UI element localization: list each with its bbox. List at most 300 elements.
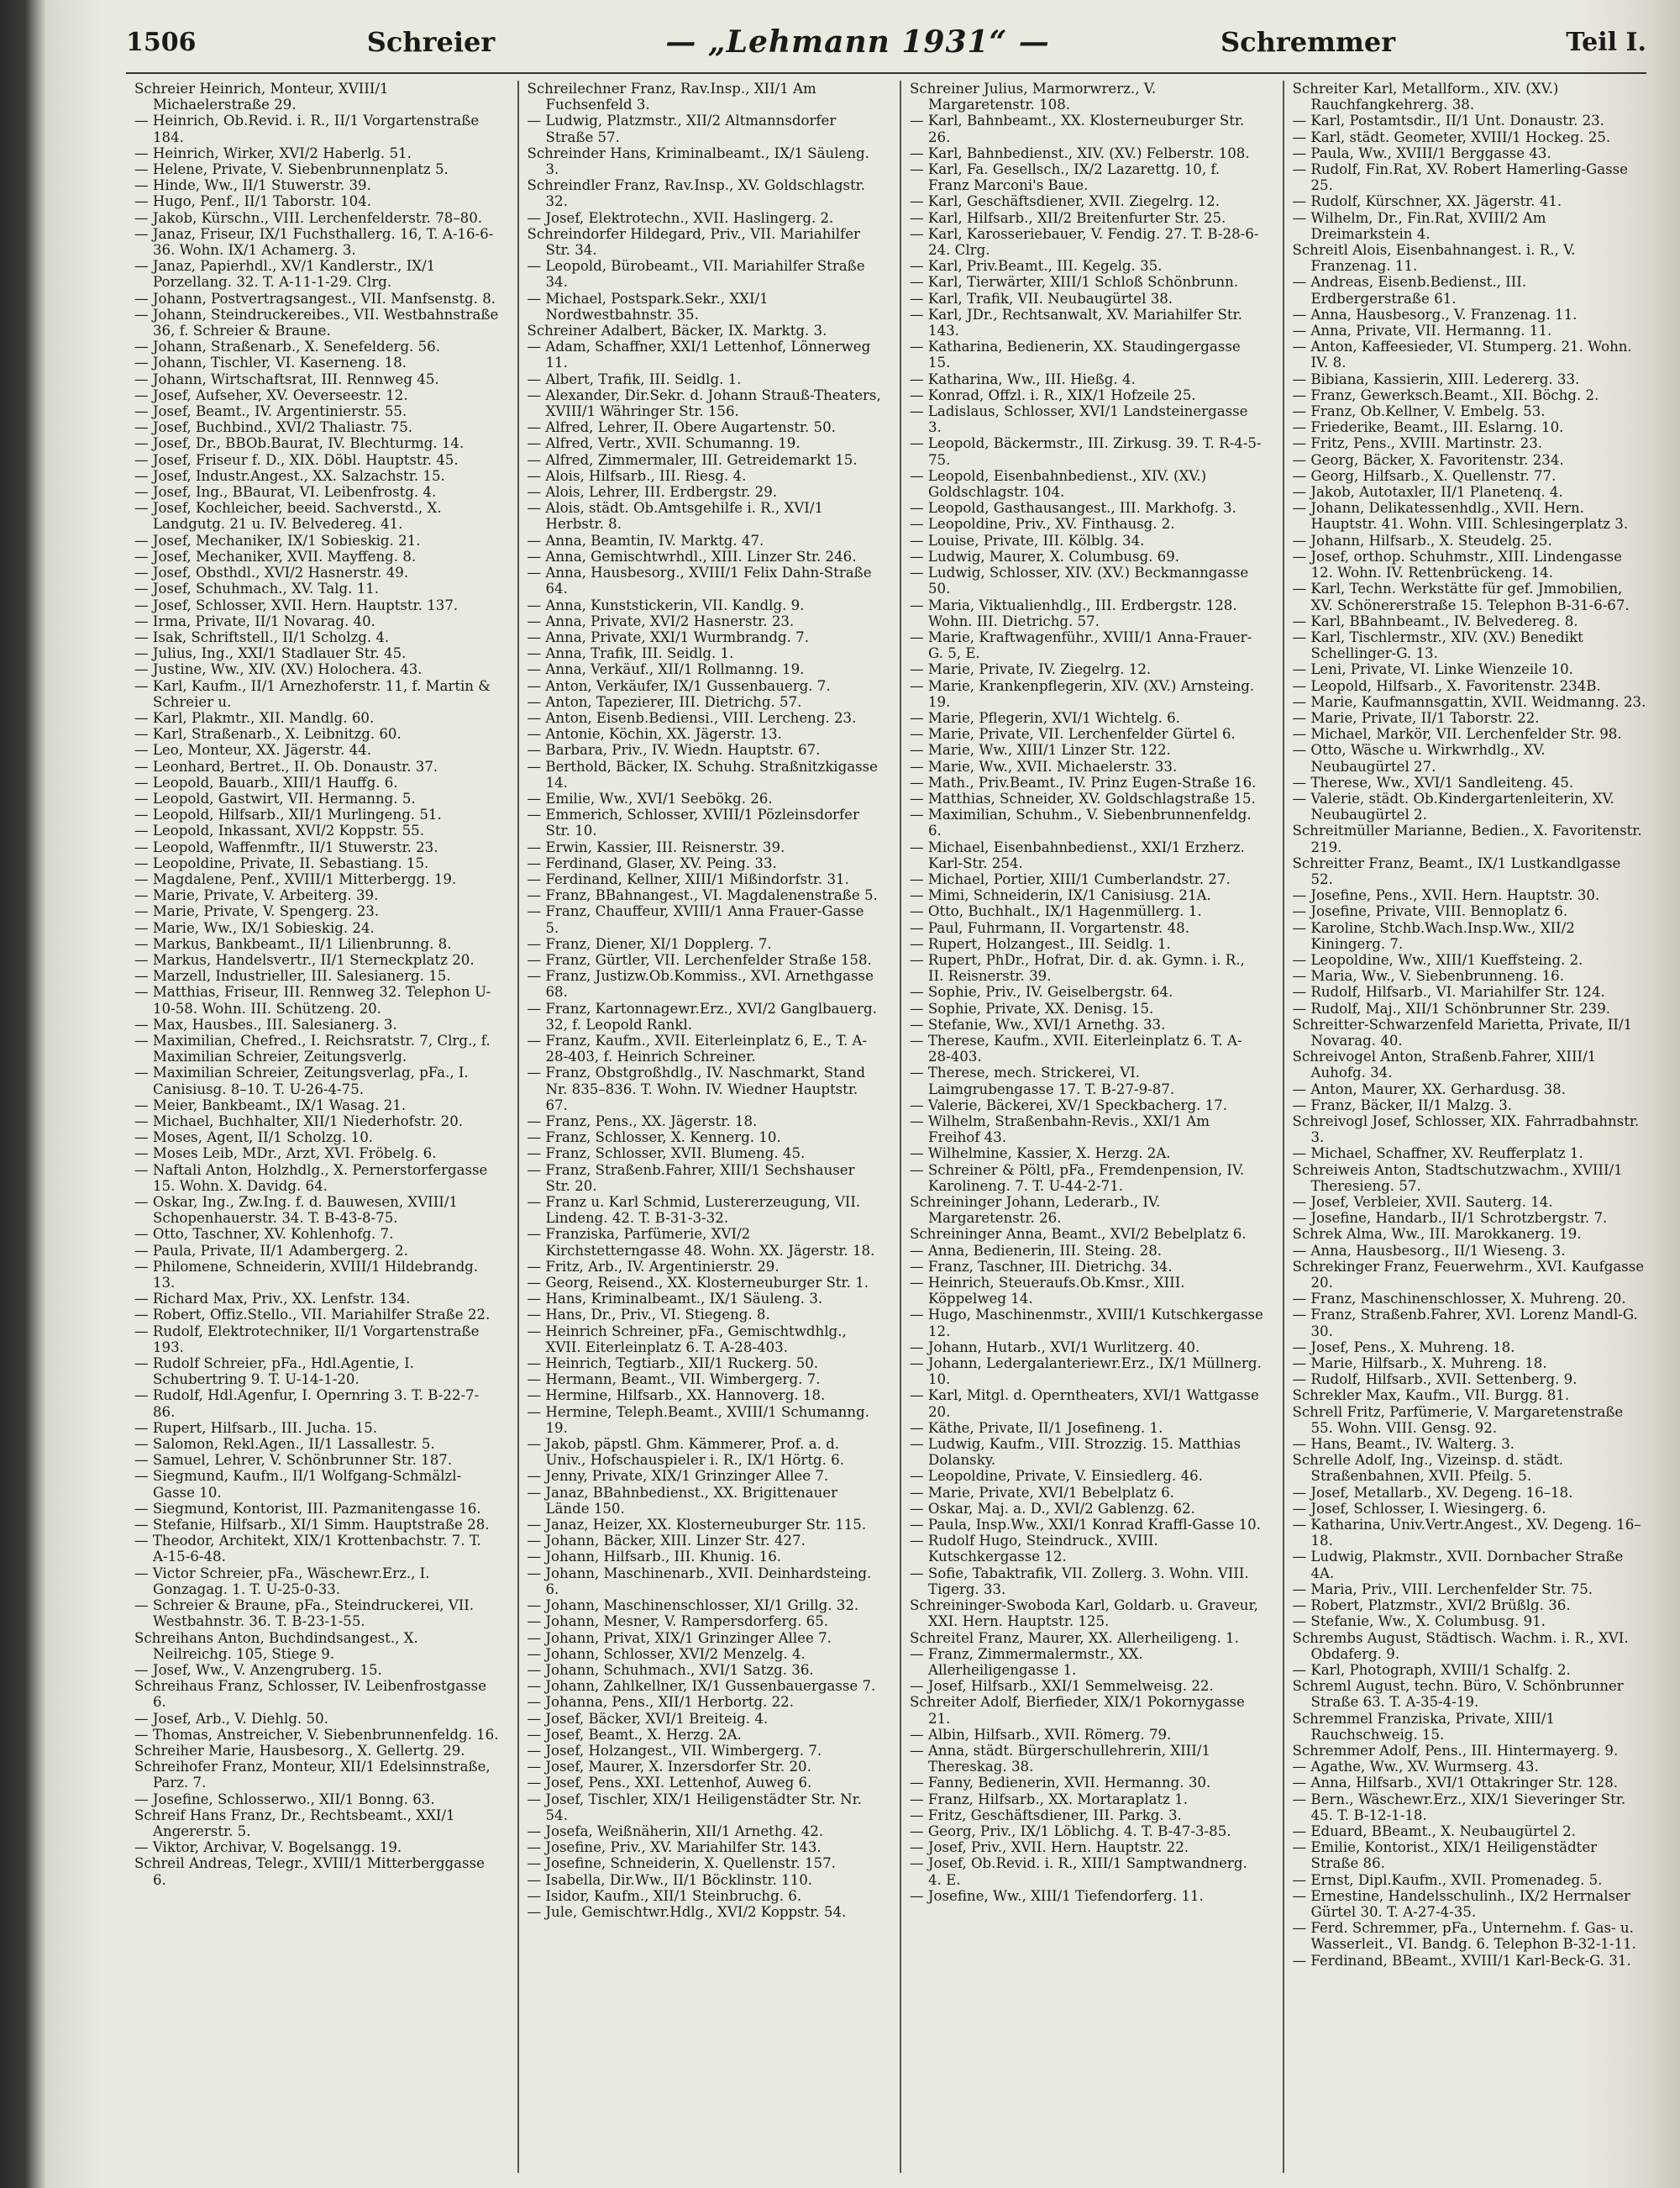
- directory-entry: Schreier Heinrich, Monteur, XVIII/1 Michaelerstraße 29.: [134, 81, 389, 113]
- directory-entry: — Franz u. Karl Schmid, Lustererzeugung, VII. Lindeng. 42. T. B-31-3-32.: [527, 1194, 861, 1227]
- directory-entry: — Janaz, Papierhdl., XV/1 Kandlerstr., IX/1 Porzellang. 32. T. A-11-1-29. Clrg.: [134, 258, 436, 291]
- directory-entry: — Karl, Fa. Gesellsch., IX/2 Lazarettg. 10, f. Franz Marconi's Baue.: [910, 161, 1221, 194]
- directory-entry: — Antonie, Köchin, XX. Jägerstr. 13.: [527, 726, 782, 743]
- directory-entry: — Leopold, Bauarb., XIII/1 Hauffg. 6.: [134, 774, 398, 791]
- directory-entry: Schreininger Anna, Beamt., XVI/2 Bebelplatz 6.: [910, 1226, 1247, 1243]
- directory-entry: Schrek Alma, Ww., III. Marokkanerg. 19.: [1292, 1226, 1582, 1243]
- directory-entry: — Emmerich, Schlosser, XVIII/1 Pözleinsdorfer Str. 10.: [527, 807, 859, 839]
- directory-entry: — Rudolf Schreier, pFa., Hdl.Agentie, I. Schubertring 9. T. U-14-1-20.: [134, 1355, 414, 1388]
- directory-entry: — Helene, Private, V. Siebenbrunnenplatz 5.: [134, 161, 449, 178]
- directory-entry: — Schreier & Braune, pFa., Steindruckerei, VII. Westbahnstr. 36. T. B-23-1-55.: [134, 1597, 475, 1630]
- directory-entry: — Karl, Photograph, XVIII/1 Schalfg. 2.: [1292, 1661, 1571, 1678]
- directory-entry: — Anna, Gemischtwrhdl., XIII. Linzer Str. 246.: [527, 548, 857, 565]
- directory-entry: — Anna, Verkäuf., XII/1 Rollmanng. 19.: [527, 661, 805, 678]
- directory-entry: — Franz, Straßenb.Fahrer, XVI. Lorenz Mandl-G. 30.: [1292, 1307, 1638, 1339]
- directory-entry: — Rudolf, Hilfsarb., VI. Mariahilfer Str. 124.: [1292, 984, 1605, 1001]
- directory-entry: — Karl, JDr., Rechtsanwalt, XV. Mariahilfer Str. 143.: [910, 306, 1242, 339]
- directory-entry: Schreif Hans Franz, Dr., Rechtsbeamt., XXI/1 Angererstr. 5.: [134, 1807, 455, 1839]
- directory-entry: — Paula, Ww., XVIII/1 Berggasse 43.: [1292, 145, 1551, 161]
- column-2: [517, 81, 882, 2173]
- directory-entry: — Josef, Schuhmach., XV. Talg. 11.: [134, 581, 380, 597]
- directory-entry: — Rudolf, Kürschner, XX. Jägerstr. 41.: [1292, 193, 1562, 210]
- directory-entry: — Jule, Gemischtwr.Hdlg., XVI/2 Koppstr. 54.: [527, 1903, 847, 1920]
- directory-entry: — Alois, städt. Ob.Amtsgehilfe i. R., XVI/1 Herbstr. 8.: [527, 500, 823, 533]
- directory-entry: — Johann, Straßenarb., X. Senefelderg. 56.: [134, 339, 441, 355]
- directory-entry: — Agathe, Ww., XV. Wurmserg. 43.: [1292, 1759, 1539, 1775]
- directory-entry: — Ludwig, Kaufm., VIII. Strozzig. 15. Matthias Dolansky.: [910, 1436, 1241, 1469]
- directory-entry: — Ernestine, Handelsschulinh., IX/2 Herrnalser Gürtel 30. T. A-27-4-35.: [1292, 1887, 1630, 1920]
- directory-entry: — Ludwig, Plakmstr., XVII. Dornbacher Straße 4A.: [1292, 1549, 1624, 1581]
- header-left-word: Schreier: [366, 26, 496, 58]
- directory-entry: — Ernst, Dipl.Kaufm., XVII. Promenadeg. 5.: [1292, 1871, 1603, 1888]
- directory-entry: — Berthold, Bäcker, IX. Schuhg. Straßnitzkigasse 14.: [527, 758, 878, 791]
- directory-entry: Schreininger-Swoboda Karl, Goldarb. u. Graveur, XXI. Hern. Hauptstr. 125.: [910, 1597, 1258, 1630]
- directory-entry: Schremmer Adolf, Pens., III. Hintermayerg. 9.: [1292, 1742, 1619, 1759]
- directory-entry: — Leopold, Bürobeamt., VII. Mariahilfer Straße 34.: [527, 258, 865, 291]
- header-right-word: Schremmer: [1221, 26, 1396, 58]
- directory-entry: — Janaz, Heizer, XX. Klosterneuburger Str. 115.: [527, 1517, 867, 1533]
- directory-entry: — Michael, Portier, XIII/1 Cumberlandstr. 27.: [910, 870, 1231, 887]
- directory-entry: — Math., Priv.Beamt., IV. Prinz Eugen-Straße 16.: [910, 774, 1257, 791]
- directory-entry: — Josef, Schlosser, XVII. Hern. Hauptstr. 137.: [134, 597, 459, 613]
- directory-entry: — Rudolf, Hdl.Agenfur, I. Opernring 3. T. B-22-7-86.: [134, 1387, 480, 1420]
- directory-entry: — Johann, Wirtschaftsrat, III. Rennweg 45.: [134, 371, 439, 387]
- directory-entry: — Ferdinand, Glaser, XV. Peing. 33.: [527, 855, 777, 871]
- directory-entry: — Johann, Delikatessenhdlg., XVII. Hern. Hauptstr. 41. Wohn. VIII. Schlesingerplatz 3.: [1292, 500, 1629, 533]
- page-number: 1506: [126, 27, 197, 57]
- directory-entry: — Johann, Bäcker, XIII. Linzer Str. 427.: [527, 1533, 806, 1549]
- directory-entry: Schreivogel Anton, Straßenb.Fahrer, XIII/1 Auhofg. 34.: [1292, 1049, 1597, 1081]
- directory-entry: — Marie, Ww., IX/1 Sobieskig. 24.: [134, 919, 375, 936]
- directory-entry: — Jenny, Private, XIX/1 Grinzinger Allee 7.: [527, 1468, 829, 1485]
- directory-entry: — Franz, Chauffeur, XVIII/1 Anna Frauer-Gasse 5.: [527, 903, 864, 936]
- directory-entry: — Karl, Bahnbedienst., XIV. (XV.) Felberstr. 108.: [910, 145, 1250, 161]
- directory-entry: — Theodor, Architekt, XIX/1 Krottenbachstr. 7. T. A-15-6-48.: [134, 1533, 481, 1565]
- directory-entry: — Josefine, Schneiderin, X. Quellenstr. 157.: [527, 1855, 836, 1872]
- header-rule: [126, 72, 1646, 74]
- directory-entry: — Leonhard, Bertret., II. Ob. Donaustr. 37.: [134, 758, 438, 775]
- directory-entry: — Paula, Insp.Ww., XXI/1 Konrad Kraffl-Gasse 10.: [910, 1517, 1261, 1533]
- directory-entry: — Hans, Beamt., IV. Walterg. 3.: [1292, 1436, 1515, 1453]
- directory-entry: — Fritz, Arb., IV. Argentinierstr. 29.: [527, 1258, 780, 1275]
- directory-entry: — Johann, Maschinenschlosser, XI/1 Grillg. 32.: [527, 1597, 859, 1614]
- directory-entry: Schreitel Franz, Maurer, XX. Allerheiligeng. 1.: [910, 1629, 1239, 1646]
- directory-entry: — Marie, Ww., XVII. Michaelerstr. 33.: [910, 758, 1178, 775]
- directory-entry: — Maria, Ww., V. Siebenbrunneng. 16.: [1292, 968, 1564, 985]
- directory-entry: — Josef, Mechaniker, IX/1 Sobieskig. 21.: [134, 532, 421, 549]
- directory-entry: — Käthe, Private, II/1 Josefineng. 1.: [910, 1419, 1163, 1436]
- directory-entry: — Julius, Ing., XXI/1 Stadlauer Str. 45.: [134, 645, 407, 662]
- directory-entry: — Otto, Buchhalt., IX/1 Hagenmüllerg. 1.: [910, 903, 1202, 920]
- directory-entry: — Rupert, Holzangest., III. Seidlg. 1.: [910, 935, 1171, 952]
- directory-entry: — Josef, Pens., XXI. Lettenhof, Auweg 6.: [527, 1775, 812, 1791]
- directory-entry: — Alois, Hilfsarb., III. Riesg. 4.: [527, 467, 747, 484]
- directory-entry: — Georg, Hilfsarb., X. Quellenstr. 77.: [1292, 467, 1557, 484]
- directory-entry: — Rupert, PhDr., Hofrat, Dir. d. ak. Gymn. i. R., II. Reisnerstr. 39.: [910, 951, 1245, 985]
- directory-entry: — Leopold, Eisenbahnbedienst., XIV. (XV.) Goldschlagstr. 104.: [910, 467, 1207, 501]
- directory-entry: — Josef, Beamt., X. Herzg. 2A.: [527, 1726, 742, 1743]
- directory-entry: — Georg, Bäcker, X. Favoritenstr. 234.: [1292, 451, 1564, 468]
- directory-entry: — Anna, Private, VII. Hermanng. 11.: [1292, 323, 1552, 339]
- directory-entry: — Rupert, Hilfsarb., III. Jucha. 15.: [134, 1419, 378, 1436]
- directory-entry: — Andreas, Eisenb.Bedienst., III. Erdbergerstraße 61.: [1292, 274, 1527, 307]
- directory-entry: — Isak, Schriftstell., II/1 Scholzg. 4.: [134, 629, 390, 645]
- directory-entry: — Josef, Aufseher, XV. Oeverseestr. 12.: [134, 387, 408, 403]
- directory-entry: — Anna, Trafik, III. Seidlg. 1.: [527, 645, 734, 662]
- directory-entry: — Valerie, Bäckerei, XV/1 Speckbacherg. 17.: [910, 1097, 1228, 1113]
- directory-entry: — Ferdinand, Kellner, XIII/1 Mißindorfstr. 31.: [527, 870, 849, 887]
- directory-entry: — Bern., Wäschewr.Erz., XIX/1 Sieveringer Str. 45. T. B-12-1-18.: [1292, 1791, 1626, 1823]
- directory-entry: — Moses Leib, MDr., Arzt, XVI. Fröbelg. 6.: [134, 1145, 437, 1162]
- directory-entry: — Anton, Kaffeesieder, VI. Stumperg. 21. Wohn. IV. 8.: [1292, 339, 1632, 371]
- directory-entry: — Franz, Schlosser, XVII. Blumeng. 45.: [527, 1145, 806, 1162]
- directory-entry: — Heinrich, Wirker, XVI/2 Haberlg. 51.: [134, 145, 412, 161]
- directory-entry: — Franz, Justizw.Ob.Kommiss., XVI. Arnethgasse 68.: [527, 968, 874, 1001]
- directory-entry: — Wilhelmine, Kassier, X. Herzg. 2A.: [910, 1145, 1171, 1162]
- directory-entry: — Hugo, Penf., II/1 Taborstr. 104.: [134, 193, 372, 210]
- directory-entry: — Josefine, Handarb., II/1 Schrotzbergstr. 7.: [1292, 1210, 1608, 1227]
- directory-entry: — Ludwig, Platzmstr., XII/2 Altmannsdorfer Straße 57.: [527, 113, 837, 145]
- directory-entry: — Josef, Mechaniker, XVII. Mayffeng. 8.: [134, 548, 417, 565]
- directory-entry: — Robert, Offiz.Stello., VII. Mariahilfer Straße 22.: [134, 1307, 491, 1323]
- directory-entry: — Anna, Beamtin, IV. Marktg. 47.: [527, 532, 764, 549]
- directory-entry: — Isabella, Dir.Ww., II/1 Böcklinstr. 110.: [527, 1871, 813, 1888]
- directory-entry: — Karl, Geschäftsdiener, XVII. Ziegelrg. 12.: [910, 193, 1221, 210]
- directory-entry: — Paul, Fuhrmann, II. Vorgartenstr. 48.: [910, 919, 1189, 936]
- directory-entry: Schreindler Franz, Rav.Insp., XV. Goldschlagstr. 32.: [527, 177, 866, 210]
- directory-entry: — Hinde, Ww., II/1 Stuwerstr. 39.: [134, 177, 371, 194]
- directory-entry: Schreinder Hans, Kriminalbeamt., IX/1 Säuleng. 3.: [527, 145, 869, 178]
- directory-entry: — Karoline, Stchb.Wach.Insp.Ww., XII/2 Kiningerg. 7.: [1292, 919, 1575, 952]
- column-4: [1283, 81, 1647, 2173]
- column-1: [134, 81, 499, 2173]
- directory-entry: — Siegmund, Kontorist, III. Pazmanitengasse 16.: [134, 1500, 481, 1517]
- directory-entry: — Wilhelm, Straßenbahn-Revis., XXI/1 Am Freihof 43.: [910, 1113, 1210, 1146]
- directory-entry: — Josef, Friseur f. D., XIX. Döbl. Hauptstr. 45.: [134, 451, 459, 468]
- directory-entry: — Naftali Anton, Holzhdlg., X. Pernerstorfergasse 15. Wohn. X. Davidg. 64.: [134, 1161, 488, 1194]
- directory-entry: — Rudolf, Maj., XII/1 Schönbrunner Str. 239.: [1292, 1000, 1611, 1017]
- directory-entry: — Anna, Private, XVI/2 Hasnerstr. 23.: [527, 613, 795, 629]
- directory-entry: — Alexander, Dir.Sekr. d. Johann Strauß-Theaters, XVIII/1 Währinger Str. 156.: [527, 387, 881, 420]
- directory-entry: — Samuel, Lehrer, V. Schönbrunner Str. 187.: [134, 1452, 453, 1469]
- directory-entry: — Leopold, Bäckermstr., III. Zirkusg. 39. T. R-4-5-75.: [910, 435, 1262, 468]
- directory-entry: — Stefanie, Ww., X. Columbusg. 91.: [1292, 1613, 1546, 1630]
- directory-entry: — Johann, Mesner, V. Rampersdorferg. 65.: [527, 1613, 829, 1630]
- directory-entry: — Johann, Tischler, VI. Kaserneng. 18.: [134, 355, 407, 371]
- directory-entry: — Johann, Hilfsarb., X. Steudelg. 25.: [1292, 532, 1552, 549]
- directory-entry: — Otto, Taschner, XV. Kohlenhofg. 7.: [134, 1226, 394, 1243]
- directory-entry: — Josef, Verbleier, XVII. Sauterg. 14.: [1292, 1194, 1553, 1211]
- directory-entry: — Sophie, Private, XX. Denisg. 15.: [910, 1000, 1154, 1017]
- directory-entry: — Fritz, Pens., XVIII. Martinstr. 23.: [1292, 435, 1543, 452]
- directory-entry: — Marie, Private, V. Spengerg. 23.: [134, 903, 380, 920]
- directory-entry: — Johann, Zahlkellner, IX/1 Gussenbauergasse 7.: [527, 1678, 876, 1695]
- directory-entry: — Karl, Karosseriebauer, V. Fendig. 27. T. B-28-6-24. Clrg.: [910, 225, 1259, 259]
- directory-entry: — Marie, Kaufmannsgattin, XVII. Weidmanng. 23.: [1292, 693, 1646, 710]
- directory-entry: — Katharina, Ww., III. Hießg. 4.: [910, 371, 1136, 387]
- directory-entry: — Anna, Hausbesorg., V. Franzenag. 11.: [1292, 306, 1578, 323]
- directory-entry: — Georg, Priv., IX/1 Löblichg. 4. T. B-47-3-85.: [910, 1822, 1231, 1839]
- directory-entry: — Anna, Kunststickerin, VII. Kandlg. 9.: [527, 597, 805, 613]
- directory-entry: — Viktor, Archivar, V. Bogelsangg. 19.: [134, 1839, 402, 1856]
- directory-entry: — Anna, Private, XXI/1 Wurmbrandg. 7.: [527, 629, 809, 645]
- directory-entry: — Maximilian Schreier, Zeitungsverlag, pFa., I. Canisiusg. 8–10. T. U-26-4-75.: [134, 1065, 469, 1097]
- directory-entry: Schrelle Adolf, Ing., Vizeinsp. d. städt. Straßenbahnen, XVII. Pfeilg. 5.: [1292, 1452, 1564, 1485]
- directory-entry: — Johann, Steindruckereibes., VII. Westbahnstraße 36, f. Schreier & Braune.: [134, 306, 499, 339]
- directory-entry: — Irma, Private, II/1 Novarag. 40.: [134, 613, 375, 629]
- directory-entry: Schreitter Franz, Beamt., IX/1 Lustkandlgasse 52.: [1292, 855, 1621, 887]
- directory-entry: — Josef, Priv., XVII. Hern. Hauptstr. 22.: [910, 1839, 1189, 1856]
- directory-entry: — Bibiana, Kassierin, XIII. Ledererg. 33.: [1292, 371, 1580, 387]
- directory-entry: — Friederike, Beamt., III. Eslarng. 10.: [1292, 419, 1564, 436]
- directory-entry: — Erwin, Kassier, III. Reisnerstr. 39.: [527, 839, 785, 855]
- directory-entry: — Josef, Elektrotechn., XVII. Haslingerg. 2.: [527, 209, 834, 226]
- directory-entry: — Otto, Wäsche u. Wirkwrhdlg., XV. Neubaugürtel 27.: [1292, 742, 1546, 775]
- directory-entry: — Karl, Hilfsarb., XII/2 Breitenfurter Str. 25.: [910, 209, 1226, 226]
- directory-entry: — Marie, Ww., XIII/1 Linzer Str. 122.: [910, 742, 1171, 759]
- directory-entry: Schreitmüller Marianne, Bedien., X. Favoritenstr. 219.: [1292, 823, 1642, 855]
- directory-entry: — Leni, Private, VI. Linke Wienzeile 10.: [1292, 661, 1573, 678]
- directory-entry: Schreitter-Schwarzenfeld Marietta, Private, II/1 Novarag. 40.: [1292, 1016, 1633, 1049]
- directory-entry: — Matthias, Schneider, XV. Goldschlagstraße 15.: [910, 790, 1256, 807]
- directory-entry: — Johann, Schlosser, XVI/2 Menzelg. 4.: [527, 1645, 806, 1662]
- directory-entry: — Josef, Arb., V. Diehlg. 50.: [134, 1710, 328, 1727]
- header-part: Teil I.: [1566, 27, 1646, 57]
- directory-entry: — Michael, Schaffner, XV. Reufferplatz 1.: [1292, 1145, 1583, 1162]
- directory-entry: — Josef, Pens., X. Muhreng. 18.: [1292, 1339, 1515, 1355]
- directory-entry: — Max, Hausbes., III. Salesianerg. 3.: [134, 1016, 397, 1033]
- directory-entry: — Josef, Beamt., IV. Argentinierstr. 55.: [134, 403, 407, 420]
- directory-entry: — Ferd. Schremmer, pFa., Unternehm. f. Gas- u. Wasserleit., VI. Bandg. 6. Telephon B-32-1-11.: [1292, 1920, 1636, 1953]
- directory-entry: — Anna, Hilfsarb., XVI/1 Ottakringer Str. 128.: [1292, 1775, 1619, 1791]
- directory-entry: — Karl, BBahnbeamt., IV. Belvedereg. 8.: [1292, 613, 1578, 629]
- directory-entry: — Philomene, Schneiderin, XVIII/1 Hildebrandg. 13.: [134, 1258, 479, 1291]
- directory-entry: — Magdalene, Penf., XVIII/1 Mitterbergg. 19.: [134, 870, 457, 887]
- directory-entry: — Hermine, Teleph.Beamt., XVIII/1 Schumanng. 19.: [527, 1403, 869, 1436]
- page-header: [126, 18, 1646, 66]
- directory-entry: — Georg, Reisend., XX. Klosterneuburger Str. 1.: [527, 1275, 869, 1291]
- directory-entry: — Katharina, Bedienerin, XX. Staudingergasse 15.: [910, 339, 1241, 371]
- directory-entry: — Josef, Obsthdl., XVI/2 Hasnerstr. 49.: [134, 565, 409, 581]
- directory-entry: — Oskar, Maj. a. D., XVI/2 Gablenzg. 62.: [910, 1500, 1195, 1517]
- directory-entry: — Karl, Mitgl. d. Operntheaters, XVI/1 Wattgasse 20.: [910, 1387, 1259, 1420]
- directory-entry: — Heinrich, Ob.Revid. i. R., II/1 Vorgartenstraße 184.: [134, 113, 480, 145]
- directory-entry: — Sofie, Tabaktrafik, VII. Zollerg. 3. Wohn. VIII. Tigerg. 33.: [910, 1565, 1249, 1597]
- directory-entry: — Rudolf, Hilfsarb., XVII. Settenberg. 9.: [1292, 1371, 1578, 1388]
- directory-entry: — Franz, Hilfsarb., XX. Mortaraplatz 1.: [910, 1791, 1189, 1807]
- directory-entry: — Markus, Bankbeamt., II/1 Lilienbrunng. 8.: [134, 935, 452, 952]
- directory-entry: — Josef, Tischler, XIX/1 Heiligenstädter Str. Nr. 54.: [527, 1791, 863, 1823]
- directory-entry: — Hermann, Beamt., VII. Wimbergerg. 7.: [527, 1371, 821, 1388]
- directory-entry: — Ludwig, Schlosser, XIV. (XV.) Beckmanngasse 50.: [910, 565, 1249, 597]
- directory-entry: — Maximilian, Schuhm., V. Siebenbrunnenfeldg. 6.: [910, 807, 1252, 839]
- directory-entry: Schreml August, techn. Büro, V. Schönbrunner Straße 63. T. A-35-4-19.: [1292, 1678, 1624, 1711]
- directory-entry: — Anna, Bedienerin, III. Steing. 28.: [910, 1242, 1163, 1259]
- directory-entry: — Katharina, Univ.Vertr.Angest., XV. Degeng. 16–18.: [1292, 1517, 1641, 1549]
- directory-entry: Schreindorfer Hildegard, Priv., VII. Mariahilfer Str. 34.: [527, 225, 860, 259]
- directory-entry: — Anton, Verkäufer, IX/1 Gussenbauerg. 7.: [527, 677, 831, 694]
- directory-entry: Schreiner Julius, Marmorwrerz., V. Margaretenstr. 108.: [910, 81, 1157, 113]
- directory-entry: — Karl, Tierwärter, XIII/1 Schloß Schönbrunn.: [910, 274, 1239, 291]
- directory-entry: — Karl, Kaufm., II/1 Arnezhoferstr. 11, f. Martin & Schreier u.: [134, 677, 491, 710]
- directory-entry: — Anton, Eisenb.Bediensi., VIII. Lercheng. 23.: [527, 709, 857, 726]
- directory-entry: Schrembs August, Städtisch. Wachm. i. R., XVI. Obdaferg. 9.: [1292, 1629, 1629, 1662]
- directory-entry: — Michael, Buchhalter, XII/1 Niederhofstr. 20.: [134, 1113, 464, 1129]
- directory-entry: — Franz, Maschinenschlosser, X. Muhreng. 20.: [1292, 1291, 1626, 1307]
- directory-entry: — Karl, Postamtsdir., II/1 Unt. Donaustr. 23.: [1292, 113, 1605, 129]
- directory-entry: — Marie, Private, V. Arbeiterg. 39.: [134, 887, 379, 904]
- directory-entry: — Heinrich, Tegtiarb., XII/1 Ruckerg. 50.: [527, 1355, 819, 1372]
- directory-entry: — Stefanie, Hilfsarb., XI/1 Simm. Hauptstraße 28.: [134, 1517, 490, 1533]
- directory-entry: — Josef, Schlosser, I. Wiesingerg. 6.: [1292, 1500, 1546, 1517]
- directory-entry: Schreivogl Josef, Schlosser, XIX. Fahrradbahnstr. 3.: [1292, 1113, 1640, 1146]
- directory-entry: — Franz, Zimmermalermstr., XX. Allerheiligengasse 1.: [910, 1645, 1143, 1678]
- directory-entry: — Hans, Dr., Priv., VI. Stiegeng. 8.: [527, 1307, 770, 1323]
- directory-entry: — Thomas, Anstreicher, V. Siebenbrunnenfeldg. 16.: [134, 1726, 499, 1743]
- directory-entry: Schreihaus Franz, Schlosser, IV. Leibenfrostgasse 6.: [134, 1678, 487, 1711]
- directory-entry: — Karl, städt. Geometer, XVIII/1 Hockeg. 25.: [1292, 129, 1611, 145]
- directory-entry: — Marie, Krankenpflegerin, XIV. (XV.) Arnsteing. 19.: [910, 677, 1255, 710]
- directory-entry: — Leopold, Gastwirt, VII. Hermanng. 5.: [134, 790, 416, 807]
- column-3: [900, 81, 1264, 2173]
- directory-entry: — Josef, Kochleicher, beeid. Sachverstd., X. Landgutg. 21 u. IV. Belvedereg. 41.: [134, 500, 442, 533]
- directory-entry: — Franz, Kaufm., XVII. Eiterleinplatz 6, E., T. A-28-403, f. Heinrich Schreiner.: [527, 1032, 868, 1065]
- directory-entry: Schreiner Adalbert, Bäcker, IX. Marktg. 3.: [527, 323, 827, 339]
- directory-entry: — Josefine, Priv., XV. Mariahilfer Str. 143.: [527, 1839, 822, 1856]
- directory-entry: — Johann, Hilfsarb., III. Khunig. 16.: [527, 1549, 782, 1565]
- directory-entry: Schreihans Anton, Buchdindsangest., X. Neilreichg. 105, Stiege 9.: [134, 1629, 418, 1662]
- directory-entry: — Maria, Viktualienhdlg., III. Erdbergstr. 128. Wohn. III. Dietrichg. 57.: [910, 597, 1237, 629]
- directory-entry: Schrell Fritz, Parfümerie, V. Margaretenstraße 55. Wohn. VIII. Gensg. 92.: [1292, 1403, 1624, 1436]
- directory-entry: — Fanny, Bedienerin, XVII. Hermanng. 30.: [910, 1775, 1211, 1791]
- directory-entry: Schreiter Karl, Metallform., XIV. (XV.) Rauchfangkehrerg. 38.: [1292, 81, 1559, 113]
- directory-entry: — Jakob, Kürschn., VIII. Lerchenfelderstr. 78–80.: [134, 209, 483, 226]
- directory-entry: — Franz, Taschner, III. Dietrichg. 34.: [910, 1258, 1173, 1275]
- directory-entry: — Leopoldine, Ww., XIII/1 Kueffsteing. 2.: [1292, 951, 1583, 968]
- directory-entry: — Schreiner & Pöltl, pFa., Fremdenpension, IV. Karolineng. 7. T. U-44-2-71.: [910, 1161, 1245, 1194]
- directory-entry: — Anna, städt. Bürgerschullehrerin, XIII/1 Thereskag. 38.: [910, 1742, 1210, 1775]
- directory-entry: Schreihofer Franz, Monteur, XII/1 Edelsinnstraße, Parz. 7.: [134, 1759, 491, 1791]
- directory-entry: — Alfred, Lehrer, II. Obere Augartenstr. 50.: [527, 419, 836, 436]
- directory-entry: — Josef, Dr., BBOb.Baurat, IV. Blechturmg. 14.: [134, 435, 465, 452]
- directory-entry: — Albert, Trafik, III. Seidlg. 1.: [527, 371, 742, 387]
- directory-entry: Schrekinger Franz, Feuerwehrm., XVI. Kaufgasse 20.: [1292, 1258, 1645, 1291]
- directory-entry: — Siegmund, Kaufm., II/1 Wolfgang-Schmälzl-Gasse 10.: [134, 1468, 462, 1501]
- directory-entry: — Josef, Maurer, X. Inzersdorfer Str. 20.: [527, 1759, 811, 1775]
- directory-entry: — Heinrich Schreiner, pFa., Gemischtwdhlg., XVII. Eiterleinplatz 6. T. A-28-403.: [527, 1323, 847, 1355]
- directory-entry: Schrekler Max, Kaufm., VII. Burgg. 81.: [1292, 1387, 1570, 1404]
- directory-entry: Schreininger Johann, Lederarb., IV. Margaretenstr. 26.: [910, 1194, 1161, 1227]
- directory-entry: — Franz, Bäcker, II/1 Malzg. 3.: [1292, 1097, 1513, 1113]
- directory-entry: — Richard Max, Priv., XX. Lenfstr. 134.: [134, 1291, 411, 1307]
- directory-entry: — Franz, Gürtler, VII. Lerchenfelder Straße 158.: [527, 951, 872, 968]
- directory-columns: [134, 81, 1646, 2173]
- directory-entry: — Wilhelm, Dr., Fin.Rat, XVIII/2 Am Dreimarkstein 4.: [1292, 209, 1546, 242]
- directory-entry: — Franz, Ob.Kellner, V. Embelg. 53.: [1292, 403, 1546, 420]
- directory-entry: — Hans, Kriminalbeamt., IX/1 Säuleng. 3.: [527, 1291, 823, 1307]
- directory-entry: — Maria, Priv., VIII. Lerchenfelder Str. 75.: [1292, 1581, 1593, 1597]
- directory-entry: — Hermine, Hilfsarb., XX. Hannoverg. 18.: [527, 1387, 826, 1404]
- directory-entry: — Barbara, Priv., IV. Wiedn. Hauptstr. 67.: [527, 742, 821, 759]
- directory-entry: — Karl, Techn. Werkstätte für gef. Jmmobilien, XV. Schönererstraße 15. Telephon B-31-6-67.: [1292, 581, 1630, 613]
- directory-entry: — Justine, Ww., XIV. (XV.) Holochera. 43.: [134, 661, 423, 678]
- directory-entry: — Leopoldine, Private, II. Sebastiang. 15.: [134, 855, 429, 871]
- directory-entry: — Rudolf Hugo, Steindruck., XVIII. Kutschkergasse 12.: [910, 1533, 1158, 1565]
- directory-entry: — Karl, Bahnbeamt., XX. Klosterneuburger Str. 26.: [910, 113, 1245, 145]
- directory-entry: — Meier, Bankbeamt., IX/1 Wasag. 21.: [134, 1097, 407, 1113]
- directory-entry: — Janaz, Friseur, IX/1 Fuchsthallerg. 16, T. A-16-6-36. Wohn. IX/1 Achamerg. 3.: [134, 225, 494, 259]
- directory-entry: — Emilie, Ww., XVI/1 Seebökg. 26.: [527, 790, 773, 807]
- directory-entry: — Leopoldine, Private, V. Einsiedlerg. 46.: [910, 1468, 1203, 1485]
- header-title: — „Lehmann 1931“ —: [665, 24, 1050, 60]
- directory-entry: — Johann, Postvertragsangest., VII. Manfsenstg. 8.: [134, 290, 496, 307]
- directory-entry: — Franz, Straßenb.Fahrer, XIII/1 Sechshauser Str. 20.: [527, 1161, 855, 1194]
- directory-entry: — Josefine, Pens., XVII. Hern. Hauptstr. 30.: [1292, 887, 1600, 904]
- directory-entry: — Marie, Pflegerin, XVI/1 Wichtelg. 6.: [910, 709, 1180, 726]
- directory-entry: — Johann, Hutarb., XVI/1 Wurlitzerg. 40.: [910, 1339, 1200, 1355]
- directory-entry: — Josef, orthop. Schuhmstr., XIII. Lindengasse 12. Wohn. IV. Rettenbrückeng. 14.: [1292, 548, 1622, 581]
- directory-entry: Schreilechner Franz, Rav.Insp., XII/1 Am Fuchsenfeld 3.: [527, 81, 816, 113]
- directory-entry: — Karl, Straßenarb., X. Leibnitzg. 60.: [134, 726, 402, 743]
- directory-entry: — Franz, Pens., XX. Jägerstr. 18.: [527, 1113, 758, 1129]
- directory-entry: — Marie, Kraftwagenführ., XVIII/1 Anna-Frauer-G. 5, E.: [910, 629, 1252, 662]
- directory-entry: — Karl, Priv.Beamt., III. Kegelg. 35.: [910, 258, 1163, 275]
- directory-entry: — Franz, Diener, XI/1 Dopplerg. 7.: [527, 935, 772, 952]
- directory-entry: Schreil Andreas, Telegr., XVIII/1 Mitterberggasse 6.: [134, 1855, 485, 1888]
- directory-entry: — Michael, Eisenbahnbedienst., XXI/1 Erzherz. Karl-Str. 254.: [910, 839, 1245, 871]
- directory-entry: — Leopold, Inkassant, XVI/2 Koppstr. 55.: [134, 823, 425, 839]
- directory-entry: — Markus, Handelsvertr., II/1 Sterneckplatz 20.: [134, 951, 475, 968]
- directory-entry: — Josefine, Schlosserwo., XII/1 Bonng. 63.: [134, 1791, 435, 1807]
- directory-entry: — Sophie, Priv., IV. Geiselbergstr. 64.: [910, 984, 1173, 1001]
- directory-entry: — Moses, Agent, II/1 Scholzg. 10.: [134, 1129, 374, 1146]
- directory-entry: — Therese, Ww., XVI/1 Sandleiteng. 45.: [1292, 774, 1574, 791]
- directory-entry: — Stefanie, Ww., XVI/1 Arnethg. 33.: [910, 1016, 1166, 1033]
- directory-entry: Schreiweis Anton, Stadtschutzwachm., XVIII/1 Theresieng. 57.: [1292, 1161, 1623, 1194]
- directory-entry: — Hugo, Maschinenmstr., XVIII/1 Kutschkergasse 12.: [910, 1307, 1263, 1339]
- directory-entry: — Franz, Gewerksch.Beamt., XII. Böchg. 2.: [1292, 387, 1599, 403]
- directory-entry: — Alfred, Zimmermaler, III. Getreidemarkt 15.: [527, 451, 858, 468]
- directory-entry: — Josef, Hilfsarb., XXI/1 Semmelweisg. 22.: [910, 1678, 1214, 1695]
- directory-entry: — Michael, Markör, VII. Lerchenfelder Str. 98.: [1292, 726, 1622, 743]
- directory-entry: — Josefa, Weißnäherin, XII/1 Arnethg. 42.: [527, 1822, 824, 1839]
- directory-entry: — Eduard, BBeamt., X. Neubaugürtel 2.: [1292, 1822, 1576, 1839]
- directory-entry: — Johann, Schuhmach., XVI/1 Satzg. 36.: [527, 1661, 814, 1678]
- directory-entry: — Jakob, Autotaxler, II/1 Planetenq. 4.: [1292, 484, 1563, 501]
- directory-entry: — Franz, BBahnangest., VI. Magdalenenstraße 5.: [527, 887, 878, 904]
- directory-entry: — Anna, Hausbesorg., II/1 Wieseng. 3.: [1292, 1242, 1566, 1259]
- directory-entry: — Maximilian, Chefred., I. Reichsratstr. 7, Clrg., f. Maximilian Schreier, Zeitungsverlg.: [134, 1032, 491, 1065]
- directory-entry: — Johann, Privat, XIX/1 Grinzinger Allee 7.: [527, 1629, 832, 1646]
- directory-entry: — Louise, Private, III. Kölblg. 34.: [910, 532, 1145, 549]
- directory-entry: — Franz, Obstgroßhdlg., IV. Naschmarkt, Stand Nr. 835–836. T. Wohn. IV. Wiedner Hauptstr. 67.: [527, 1065, 865, 1113]
- directory-entry: — Josef, Bäcker, XVI/1 Breiteig. 4.: [527, 1710, 769, 1727]
- directory-entry: Schreitl Alois, Eisenbahnangest. i. R., V. Franzenag. 11.: [1292, 242, 1576, 275]
- directory-entry: Schreiter Adolf, Bierfieder, XIX/1 Pokornygasse 21.: [910, 1694, 1245, 1727]
- directory-entry: — Salomon, Rekl.Agen., II/1 Lassallestr. 5.: [134, 1436, 435, 1453]
- directory-entry: — Janaz, BBahnbedienst., XX. Brigittenauer Lände 150.: [527, 1484, 838, 1517]
- directory-entry: — Oskar, Ing., Zw.Ing. f. d. Bauwesen, XVIII/1 Schopenhauerstr. 34. T. B-43-8-75.: [134, 1194, 458, 1227]
- directory-entry: — Josef, Buchbind., XVI/2 Thaliastr. 75.: [134, 419, 413, 436]
- directory-entry: — Mimi, Schneiderin, IX/1 Canisiusg. 21A.: [910, 887, 1211, 904]
- directory-entry: — Josef, Ob.Revid. i. R., XIII/1 Samptwandnerg. 4. E.: [910, 1855, 1247, 1888]
- directory-entry: — Marie, Hilfsarb., X. Muhreng. 18.: [1292, 1355, 1547, 1372]
- directory-entry: — Therese, Kaufm., XVII. Eiterleinplatz 6. T. A-28-403.: [910, 1032, 1242, 1065]
- directory-entry: — Fritz, Geschäftsdiener, III. Parkg. 3.: [910, 1807, 1182, 1823]
- directory-entry: — Josef, Industr.Angest., XX. Salzachstr. 15.: [134, 467, 445, 484]
- directory-entry: Schreiher Marie, Hausbesorg., X. Gellertg. 29.: [134, 1742, 465, 1759]
- directory-entry: — Alois, Lehrer, III. Erdbergstr. 29.: [527, 484, 778, 501]
